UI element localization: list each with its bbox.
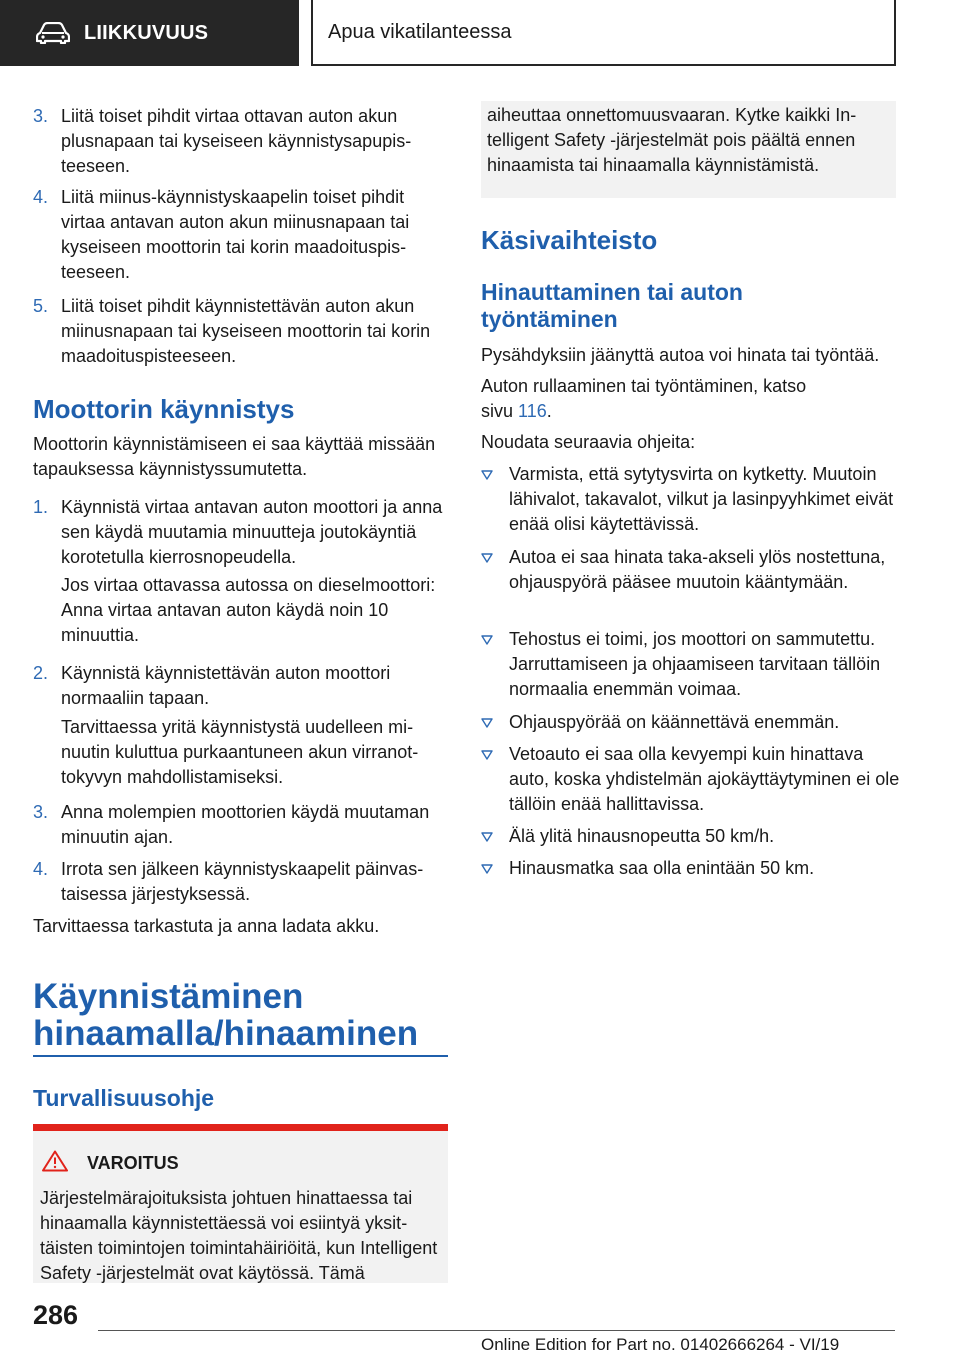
triangle-bullet-icon [481,635,493,645]
section-label: LIIKKUVUUS [84,21,209,44]
footer-rule [98,1330,895,1331]
step-number: 1. [33,497,49,517]
bullet-text: Vetoauto ei saa olla kevyempi kuin hinattava auto, koska yhdistelmän ajokäyttäytyminen ei ole tällöin enää hallittavissa. [509,744,900,814]
page-link[interactable]: 116 [518,401,547,421]
bullet-text: Tehostus ei toimi, jos moottori on sammutettu. Jarruttamiseen ja ohjaamiseen tarvitaan tällöin normaalia enemmän voimaa. [509,629,881,699]
warning-box-continued [481,101,896,198]
footer-edition: Online Edition for Part no. 01402666264 - VI/19 [481,1335,840,1354]
step-number: 3. [33,106,49,126]
reference-suffix: . [546,401,552,421]
subheading-towing: Hinauttaminen tai auton työntäminen [481,279,743,332]
bullet-text: Älä ylitä hinausnopeutta 50 km/h. [509,826,775,846]
step-number: 4. [33,859,49,879]
header-section-tab [0,0,299,66]
intro-paragraph: Moottorin käynnistämiseen ei saa käyttää missään tapauksessa käynnistyssumutetta. [33,434,436,479]
page-number: 286 [33,1300,79,1330]
header-chapter-tab [311,0,896,66]
bullet-text: Varmista, että sytytysvirta on kytketty. Muutoin lähivalot, takavalot, vilkut ja lasinpyyhkimet eivät enää olisi käytettävissä. [509,464,894,534]
triangle-bullet-icon [481,553,493,563]
step-text: Käynnistä käynnistettävän auton moottori normaaliin tapaan. [61,663,391,708]
step-number: 3. [33,802,49,822]
step-text: Liitä toiset pihdit virtaa ottavan auton akun plusnapaan tai kyseiseen käynnistysapupisteeseen. [61,106,412,176]
warning-text-continued: aiheuttaa onnettomuusvaaran. Kytke kaikki Intelligent Safety -järjestelmät pois päältä ennen hinaamista tai hinaamalla käynnistämistä. [487,105,857,175]
step-subtext: Tarvittaessa yritä käynnistystä uudelleen minuutin kuluttua purkaantuneen akun virranottokyvyn mahdollistamiseksi. [61,717,419,787]
triangle-bullet-icon [481,864,493,874]
reference-text: Auton rullaaminen tai työntäminen, katso sivu [481,376,807,421]
car-icon [36,22,70,44]
warning-triangle-icon [42,1150,68,1172]
triangle-bullet-icon [481,750,493,760]
warning-box [33,1124,448,1283]
bullet-text: Autoa ei saa hinata taka-akseli ylös nostettuna, ohjauspyörä pääsee muutoin kääntymään. [509,547,886,592]
warning-title: VAROITUS [87,1153,179,1173]
closing-paragraph: Tarvittaessa tarkastuta ja anna ladata akku. [33,916,380,936]
paragraph-reference [481,374,841,424]
bullet-text: Hinausmatka saa olla enintään 50 km. [509,858,815,878]
heading-engine-start: Moottorin käynnistys [33,394,295,424]
triangle-bullet-icon [481,832,493,842]
step-text: Liitä miinus-käynnistyskaapelin toiset pihdit virtaa antavan auton akun miinusnapaan tai kyseiseen moottorin tai korin maadoituspisteeseen. [61,187,410,282]
step-text: Käynnistä virtaa antavan auton moottori ja anna sen käydä muutamia minuutteja joutokäyntiä korotetulla kierrosnopeudella. [61,497,443,567]
heading-rule [33,1055,448,1057]
triangle-bullet-icon [481,470,493,480]
heading-gearbox: Käsivaihteisto [481,225,658,255]
step-subtext: Jos virtaa ottavassa autossa on dieselmoottori: Anna virtaa antavan auton käydä noin 10 minuuttia. [61,575,436,645]
step-number: 2. [33,663,49,683]
chapter-label: Apua vikatilanteessa [328,20,512,43]
big-heading-line1: Käynnistäminen [33,977,304,1016]
warning-bar [33,1124,448,1131]
step-text: Liitä toiset pihdit käynnistettävän auton akun miinusnapaan tai kyseiseen moottorin tai korin maadoituspisteeseen. [61,296,431,366]
big-heading-line2: hinaamalla/hinaaminen [33,1014,419,1053]
step-number: 5. [33,296,49,316]
step-number: 4. [33,187,49,207]
paragraph: Noudata seuraavia ohjeita: [481,432,696,452]
warning-text: Järjestelmärajoituksista johtuen hinattaessa tai hinaamalla käynnistettäessä voi esiintyä yksittäisten toimintojen toimintahäiriöitä, kun Intelligent Safety -järjestelmät ovat käytössä. Tämä [40,1188,438,1283]
step-text: Irrota sen jälkeen käynnistyskaapelit päinvastaisessa järjestyksessä. [61,859,424,904]
triangle-bullet-icon [481,718,493,728]
subheading-safety: Turvallisuusohje [33,1085,215,1111]
paragraph: Pysähdyksiin jäänyttä autoa voi hinata tai työntää. [481,345,880,365]
bullet-text: Ohjauspyörää on käännettävä enemmän. [509,712,840,732]
step-text: Anna molempien moottorien käydä muutaman minuutin ajan. [61,802,430,847]
